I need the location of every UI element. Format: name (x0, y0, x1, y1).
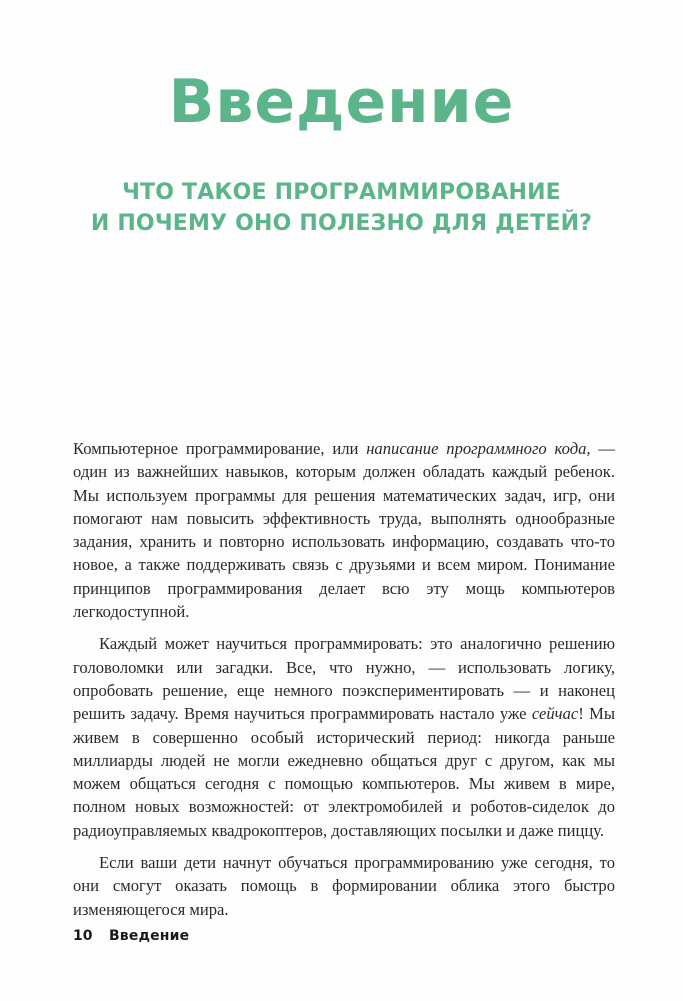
body-text (73, 437, 615, 930)
running-section-title: Введение (108, 928, 190, 944)
page-number: 10 (73, 928, 93, 944)
paragraph-1-rest: — один из важнейших навыков, которым должен обладать каждый ребенок. Мы используем программы для решения математических задач, игр, они помогают нам повысить эффективность труда, выполнять однообразные задания, хранить и повторно использовать информацию, создавать что-то новое, а также поддерживать связь с друзьями и всем миром. Понимание принципов программирования делает всю эту мощь компьютеров легкодоступной. (73, 439, 616, 622)
subtitle-line-1: ЧТО ТАКОЕ ПРОГРАММИРОВАНИЕ (122, 180, 561, 205)
chapter-subtitle (0, 177, 683, 239)
paragraph-1-emphasis: написание программного кода, (366, 439, 591, 458)
paragraph-2-start: Каждый может научиться программировать: это аналогично решению головоломки или загадки. Все, что нужно, — использовать логику, опробовать решение, еще немного поэкспериментировать — и наконец решить задачу. Время научиться программировать настало уже (73, 634, 615, 724)
page-footer (73, 927, 189, 945)
paragraph-3: Если ваши дети начнут обучаться программированию уже сегодня, то они смогут оказать помощь в формировании облика этого быстро изменяющегося мира. (73, 853, 615, 919)
chapter-title: Введение (168, 67, 515, 137)
paragraph-2 (73, 632, 615, 842)
paragraph-1-start: Компьютерное программирование, или (73, 439, 367, 458)
paragraph-1 (73, 437, 615, 623)
paragraph-2-emphasis: сейчас (531, 704, 579, 724)
subtitle-line-2: И ПОЧЕМУ ОНО ПОЛЕЗНО ДЛЯ ДЕТЕЙ? (90, 211, 593, 236)
paragraph-2-rest: ! Мы живем в совершенно особый исторический период: никогда раньше миллиарды людей не могли ежедневно общаться друг с другом, как мы можем общаться сегодня с помощью компьютеров. Мы живем в мире, полном новых возможностей: от электромобилей и роботов-сиделок до радиоуправляемых квадрокоптеров, доставляющих посылки и даже пиццу. (73, 704, 616, 840)
